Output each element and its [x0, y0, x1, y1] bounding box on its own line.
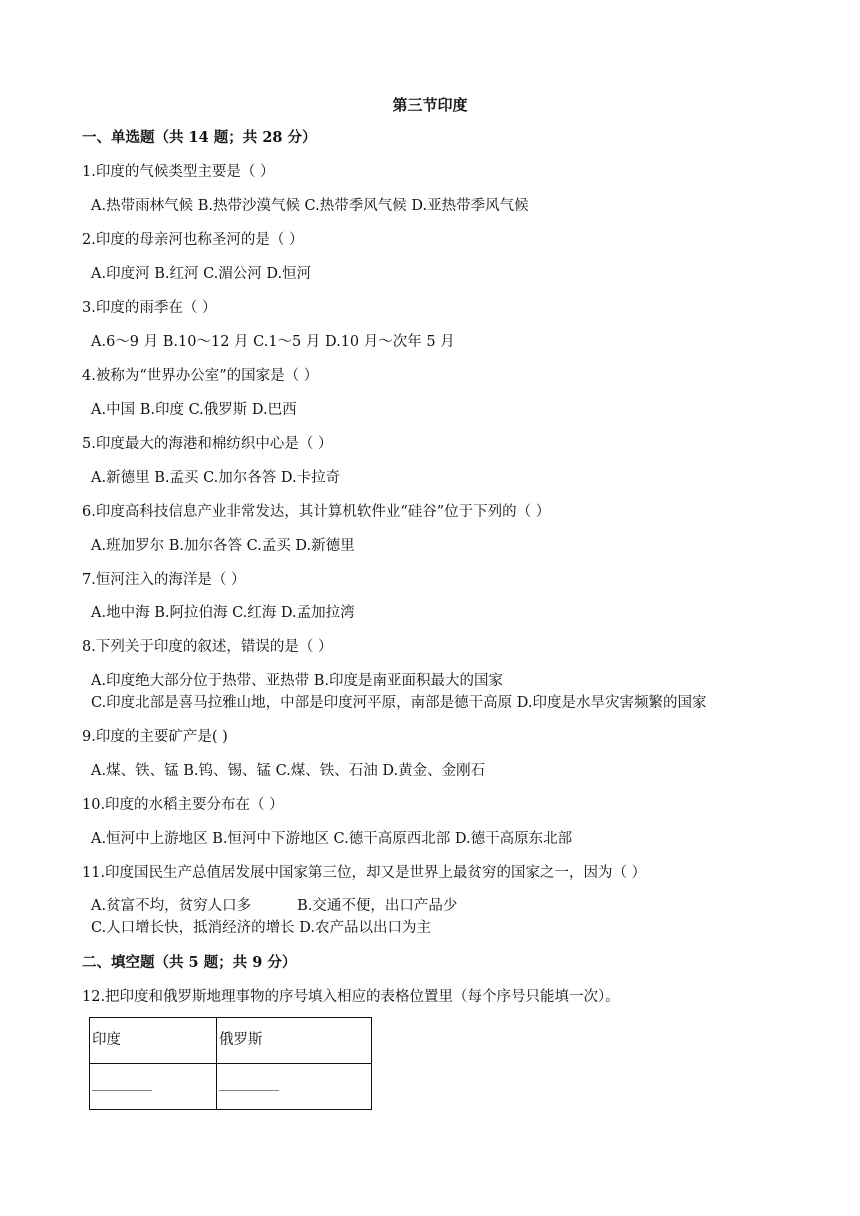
question-stem: 8.下列关于印度的叙述，错误的是（ ） [82, 639, 333, 655]
option-line: A.热带雨林气候 B.热带沙漠气候 C.热带季风气候 D.亚热带季风气候 [91, 198, 529, 214]
option-line: A.班加罗尔 B.加尔各答 C.孟买 D.新德里 [91, 538, 355, 554]
question-options [91, 760, 791, 782]
option-line: A.恒河中上游地区 B.恒河中下游地区 C.德干高原西北部 D.德干高原东北部 [91, 831, 573, 847]
option-line: A.印度绝大部分位于热带、亚热带 B.印度是南亚面积最大的国家 [91, 673, 503, 689]
table-header-row [90, 1018, 372, 1064]
answer-blank-line [219, 1090, 279, 1091]
question-stem: 5.印度最大的海港和棉纺织中心是（ ） [82, 436, 333, 452]
table-row [90, 1064, 372, 1110]
question-options [91, 331, 791, 353]
answer-cell-russia[interactable] [217, 1064, 372, 1110]
option-line: A.新德里 B.孟买 C.加尔各答 D.卡拉奇 [91, 470, 341, 486]
table-header-russia: 俄罗斯 [217, 1018, 372, 1064]
question-options [91, 535, 791, 557]
question-stem: 7.恒河注入的海洋是（ ） [82, 572, 246, 588]
question-options [91, 602, 791, 624]
question-stem: 12.把印度和俄罗斯地理事物的序号填入相应的表格位置里（每个序号只能填一次）。 [82, 989, 620, 1005]
question-options [91, 828, 791, 850]
question-stem: 4.被称为“世界办公室”的国家是（ ） [82, 368, 319, 384]
question-stem: 1.印度的气候类型主要是（ ） [82, 164, 275, 180]
option-line: A.中国 B.印度 C.俄罗斯 D.巴西 [91, 402, 297, 418]
answer-table [89, 1017, 372, 1110]
page-title: 第三节印度 [392, 96, 468, 114]
option-line: A.印度河 B.红河 C.湄公河 D.恒河 [91, 266, 312, 282]
question-options [91, 895, 791, 939]
option-line: A.6～9 月 B.10～12 月 C.1～5 月 D.10 月～次年 5 月 [91, 334, 455, 350]
section-heading-fill-blank: 二、填空题（共 5 题；共 9 分） [82, 954, 297, 971]
question-stem: 10.印度的水稻主要分布在（ ） [82, 797, 284, 813]
table-header-india: 印度 [90, 1018, 217, 1064]
question-options [91, 670, 791, 714]
question-options [91, 399, 791, 421]
option-line: A.贫富不均，贫穷人口多 B.交通不便，出口产品少 [91, 898, 458, 914]
question-options [91, 467, 791, 489]
option-line: C.印度北部是喜马拉雅山地，中部是印度河平原，南部是德干高原 D.印度是水旱灾害频繁的国家 [91, 695, 707, 711]
option-line: A.地中海 B.阿拉伯海 C.红海 D.孟加拉湾 [91, 605, 355, 621]
question-stem: 9.印度的主要矿产是( ) [82, 729, 228, 745]
question-options [91, 263, 791, 285]
answer-cell-india[interactable] [90, 1064, 217, 1110]
section-heading-single-choice: 一、单选题（共 14 题；共 28 分） [82, 129, 317, 146]
option-line: C.人口增长快，抵消经济的增长 D.农产品以出口为主 [91, 920, 432, 936]
question-stem: 11.印度国民生产总值居发展中国家第三位，却又是世界上最贫穷的国家之一，因为（ ） [82, 865, 647, 881]
answer-blank-line [92, 1090, 152, 1091]
option-line: A.煤、铁、锰 B.钨、锡、锰 C.煤、铁、石油 D.黄金、金刚石 [91, 763, 486, 779]
question-stem: 3.印度的雨季在（ ） [82, 300, 217, 316]
question-options [91, 195, 791, 217]
question-stem: 2.印度的母亲河也称圣河的是（ ） [82, 232, 304, 248]
question-stem: 6.印度高科技信息产业非常发达，其计算机软件业“硅谷”位于下列的（ ） [82, 504, 551, 520]
